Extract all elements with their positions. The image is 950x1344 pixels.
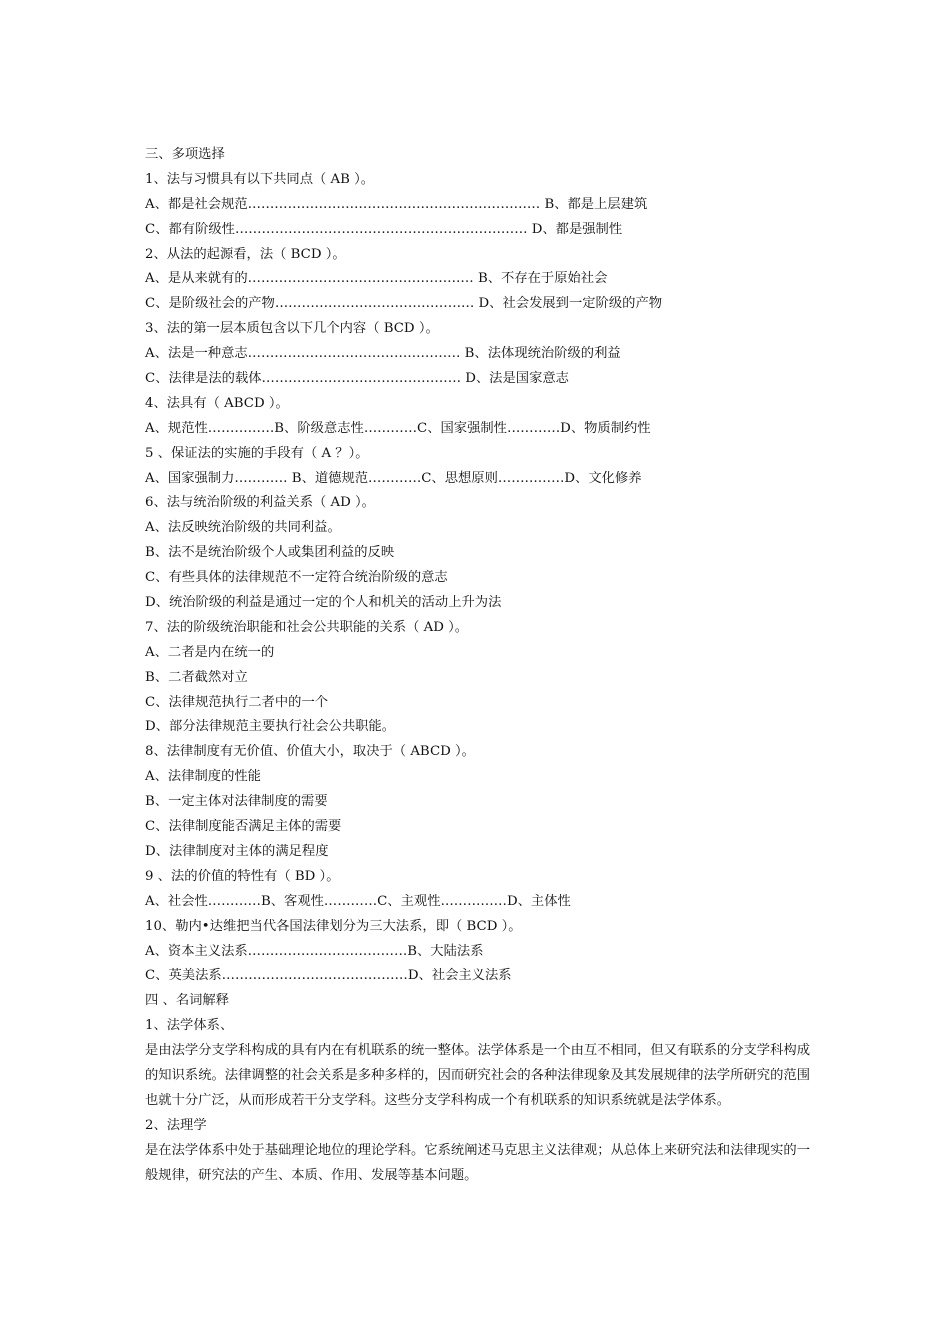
term-title: 1、法学体系、 (145, 1018, 234, 1034)
question-line: 9 、法的价值的特性有（ BD ）。 (145, 868, 340, 884)
question-line: D、部分法律规范主要执行社会公共职能。 (145, 719, 396, 735)
question-line: 3、法的第一层本质包含以下几个内容（ BCD ）。 (145, 321, 439, 337)
question-line: A、法律制度的性能 (145, 769, 261, 785)
question-line: C、法律制度能否满足主体的需要 (145, 819, 342, 835)
question-line: 7、法的阶级统治职能和社会公共职能的关系（ AD ）。 (145, 619, 469, 635)
question-line: 1、法与习惯具有以下共同点（ AB ）。 (145, 171, 375, 187)
question-line: D、法律制度对主体的满足程度 (145, 843, 329, 859)
question-line: 8、法律制度有无价值、价值大小，取决于（ ABCD ）。 (145, 744, 475, 760)
question-line: B、法不是统治阶级个人或集团利益的反映 (145, 545, 395, 561)
question-line: C、都有阶级性………………………………………………………… D、都是强制性 (145, 221, 623, 237)
section-heading: 三、多项选择 (145, 147, 225, 162)
question-line: D、统治阶级的利益是通过一定的个人和机关的活动上升为法 (145, 595, 502, 611)
term-definition: 是由法学分支学科构成的具有内在有机联系的统一整体。法学体系是一个由互不相同，但又有联系的分支学科构成的知识系统。法律调整的社会关系是多种多样的，因而研究社会的各种法律现象及其发展规律的法学所研究的范围也就十分广泛，从而形成若干分支学科。这些分支学科构成一个有机联系的知识系统就是法学体系。 (145, 1043, 810, 1108)
question-line: 2、从法的起源看，法（ BCD ）。 (145, 246, 346, 262)
question-line: C、法律是法的载体……………………………………… D、法是国家意志 (145, 371, 569, 387)
question-line: C、有些具体的法律规范不一定符合统治阶级的意志 (145, 570, 448, 586)
question-line: 5 、保证法的实施的手段有（ A ？）。 (145, 445, 369, 461)
question-line: C、是阶级社会的产物……………………………………… D、社会发展到一定阶级的产物 (145, 296, 663, 312)
question-line: A、都是社会规范………………………………………………………… B、都是上层建筑 (145, 196, 648, 212)
question-line: A、社会性…………B、客观性…………C、主观性……………D、主体性 (145, 893, 571, 909)
document-page (145, 143, 810, 1188)
question-line: A、国家强制力………… B、道德规范…………C、思想原则……………D、文化修养 (145, 470, 642, 486)
question-line: B、一定主体对法律制度的需要 (145, 794, 328, 810)
question-line: C、英美法系……………………………………D、社会主义法系 (145, 968, 512, 984)
term-definition: 是在法学体系中处于基础理论地位的理论学科。它系统阐述马克思主义法律观；从总体上来研究法和法律现实的一般规律，研究法的产生、本质、作用、发展等基本问题。 (145, 1142, 810, 1183)
section-heading: 四 、名词解释 (145, 993, 230, 1009)
question-line: A、是从来就有的…………………………………………… B、不存在于原始社会 (145, 271, 608, 287)
question-line: 6、法与统治阶级的利益关系（ AD ）。 (145, 495, 375, 511)
term-title: 2、法理学 (145, 1117, 207, 1133)
question-line: A、资本主义法系………………………………B、大陆法系 (145, 943, 484, 959)
question-line: B、二者截然对立 (145, 669, 248, 685)
question-line: A、法反映统治阶级的共同利益。 (145, 520, 341, 536)
question-line: A、规范性……………B、阶级意志性…………C、国家强制性…………D、物质制约性 (145, 420, 651, 436)
question-line: 10、勒内•达维把当代各国法律划分为三大法系，即（ BCD ）。 (145, 918, 522, 934)
question-line: A、法是一种意志………………………………………… B、法体现统治阶级的利益 (145, 346, 621, 362)
question-line: A、二者是内在统一的 (145, 644, 275, 660)
question-line: 4、法具有（ ABCD ）。 (145, 395, 289, 411)
question-line: C、法律规范执行二者中的一个 (145, 694, 329, 710)
